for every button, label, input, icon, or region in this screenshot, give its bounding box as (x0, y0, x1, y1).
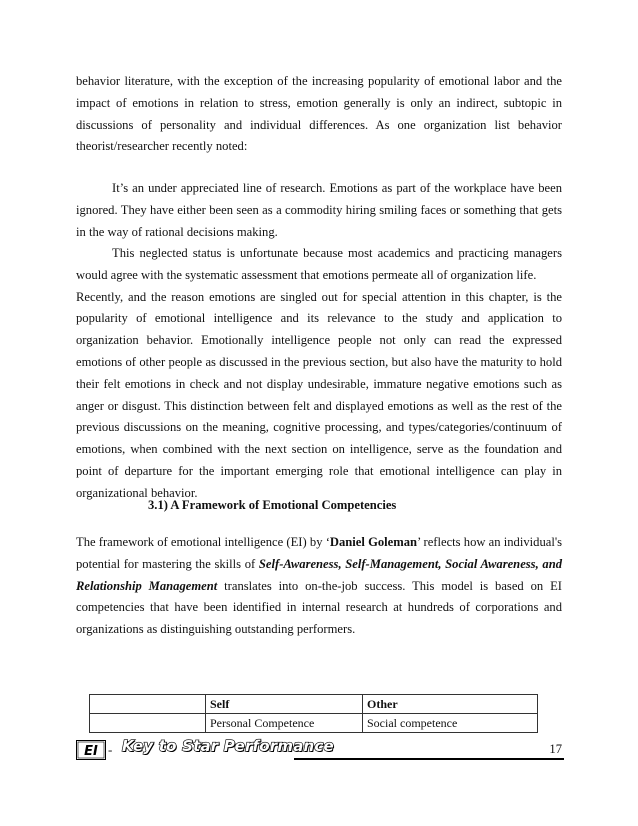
paragraph-neglected-status: This neglected status is unfortunate because most academics and practicing managers would agree with the systematic assessment that emotions permeate all of organization life. (76, 246, 562, 282)
skills-list: Self-Awareness, Self-Management, Social Awareness, and Relationship Management (76, 556, 562, 593)
page-footer (76, 738, 562, 768)
framework-text-3: translates into on-the-job success. This model is based on EI competencies that have been identified in internal research at hundreds of corporations and organizations as distinguishing outstanding performers. (76, 578, 562, 637)
author-name: Daniel Goleman (329, 535, 418, 549)
paragraph-status (76, 243, 562, 505)
table-cell-personal-competence: Personal Competence (206, 714, 363, 733)
table-cell-social-competence: Social competence (363, 714, 538, 733)
paragraph-recently: Recently, and the reason emotions are singled out for special attention in this chapter, is the popularity of emotional intelligence and its relevance to the study and application to organization behavior. Emotionally intelligence people not only can read the expressed emotions of other people as discussed in the previous section, but also have the maturity to hold their felt emotions in check and not display undesirable, immature negative emotions such as anger or disgust. This distinction between felt and displayed emotions as well as the rest of the previous discussions on the meaning, cognitive processing, and types/categories/continuum of emotions, when combined with the next section on intelligence, serve as the foundation and point of departure for the important emerging role that emotional intelligence can play in organizational behavior. (76, 289, 562, 500)
footer-dash: - (108, 742, 113, 757)
footer-slogan: Key to Star Performance (122, 737, 334, 755)
ei-logo-icon (76, 740, 106, 760)
table-header-other: Other (363, 695, 538, 714)
paragraph-framework (76, 532, 562, 641)
table-header-cell (90, 695, 206, 714)
framework-text-2: ’ reflects how an individual's potential for mastering the skills of (76, 535, 562, 571)
competency-table (89, 694, 538, 733)
table-header-self: Self (206, 695, 363, 714)
footer-rule (294, 758, 564, 760)
section-heading: 3.1) A Framework of Emotional Competencies (148, 498, 397, 512)
logo-text: EI (84, 744, 98, 759)
table-header-row (90, 695, 538, 714)
table-cell (90, 714, 206, 733)
framework-text-1: The framework of emotional intelligence (EI) by ‘ (76, 535, 330, 549)
quote-paragraph: It’s an under appreciated line of research. Emotions as part of the workplace have been ignored. They have either been seen as a commodity hiring smiling faces or something that gets in the way of rational decisions making. (76, 181, 562, 239)
paragraph-intro: behavior literature, with the exception of the increasing popularity of emotional labor and the impact of emotions in relation to stress, emotion generally is only an indirect, subtopic in discussions of personality and individual differences. As one organization list behavior theorist/researcher recently noted: (76, 74, 562, 154)
table-row (90, 714, 538, 733)
page-number: 17 (549, 742, 562, 756)
